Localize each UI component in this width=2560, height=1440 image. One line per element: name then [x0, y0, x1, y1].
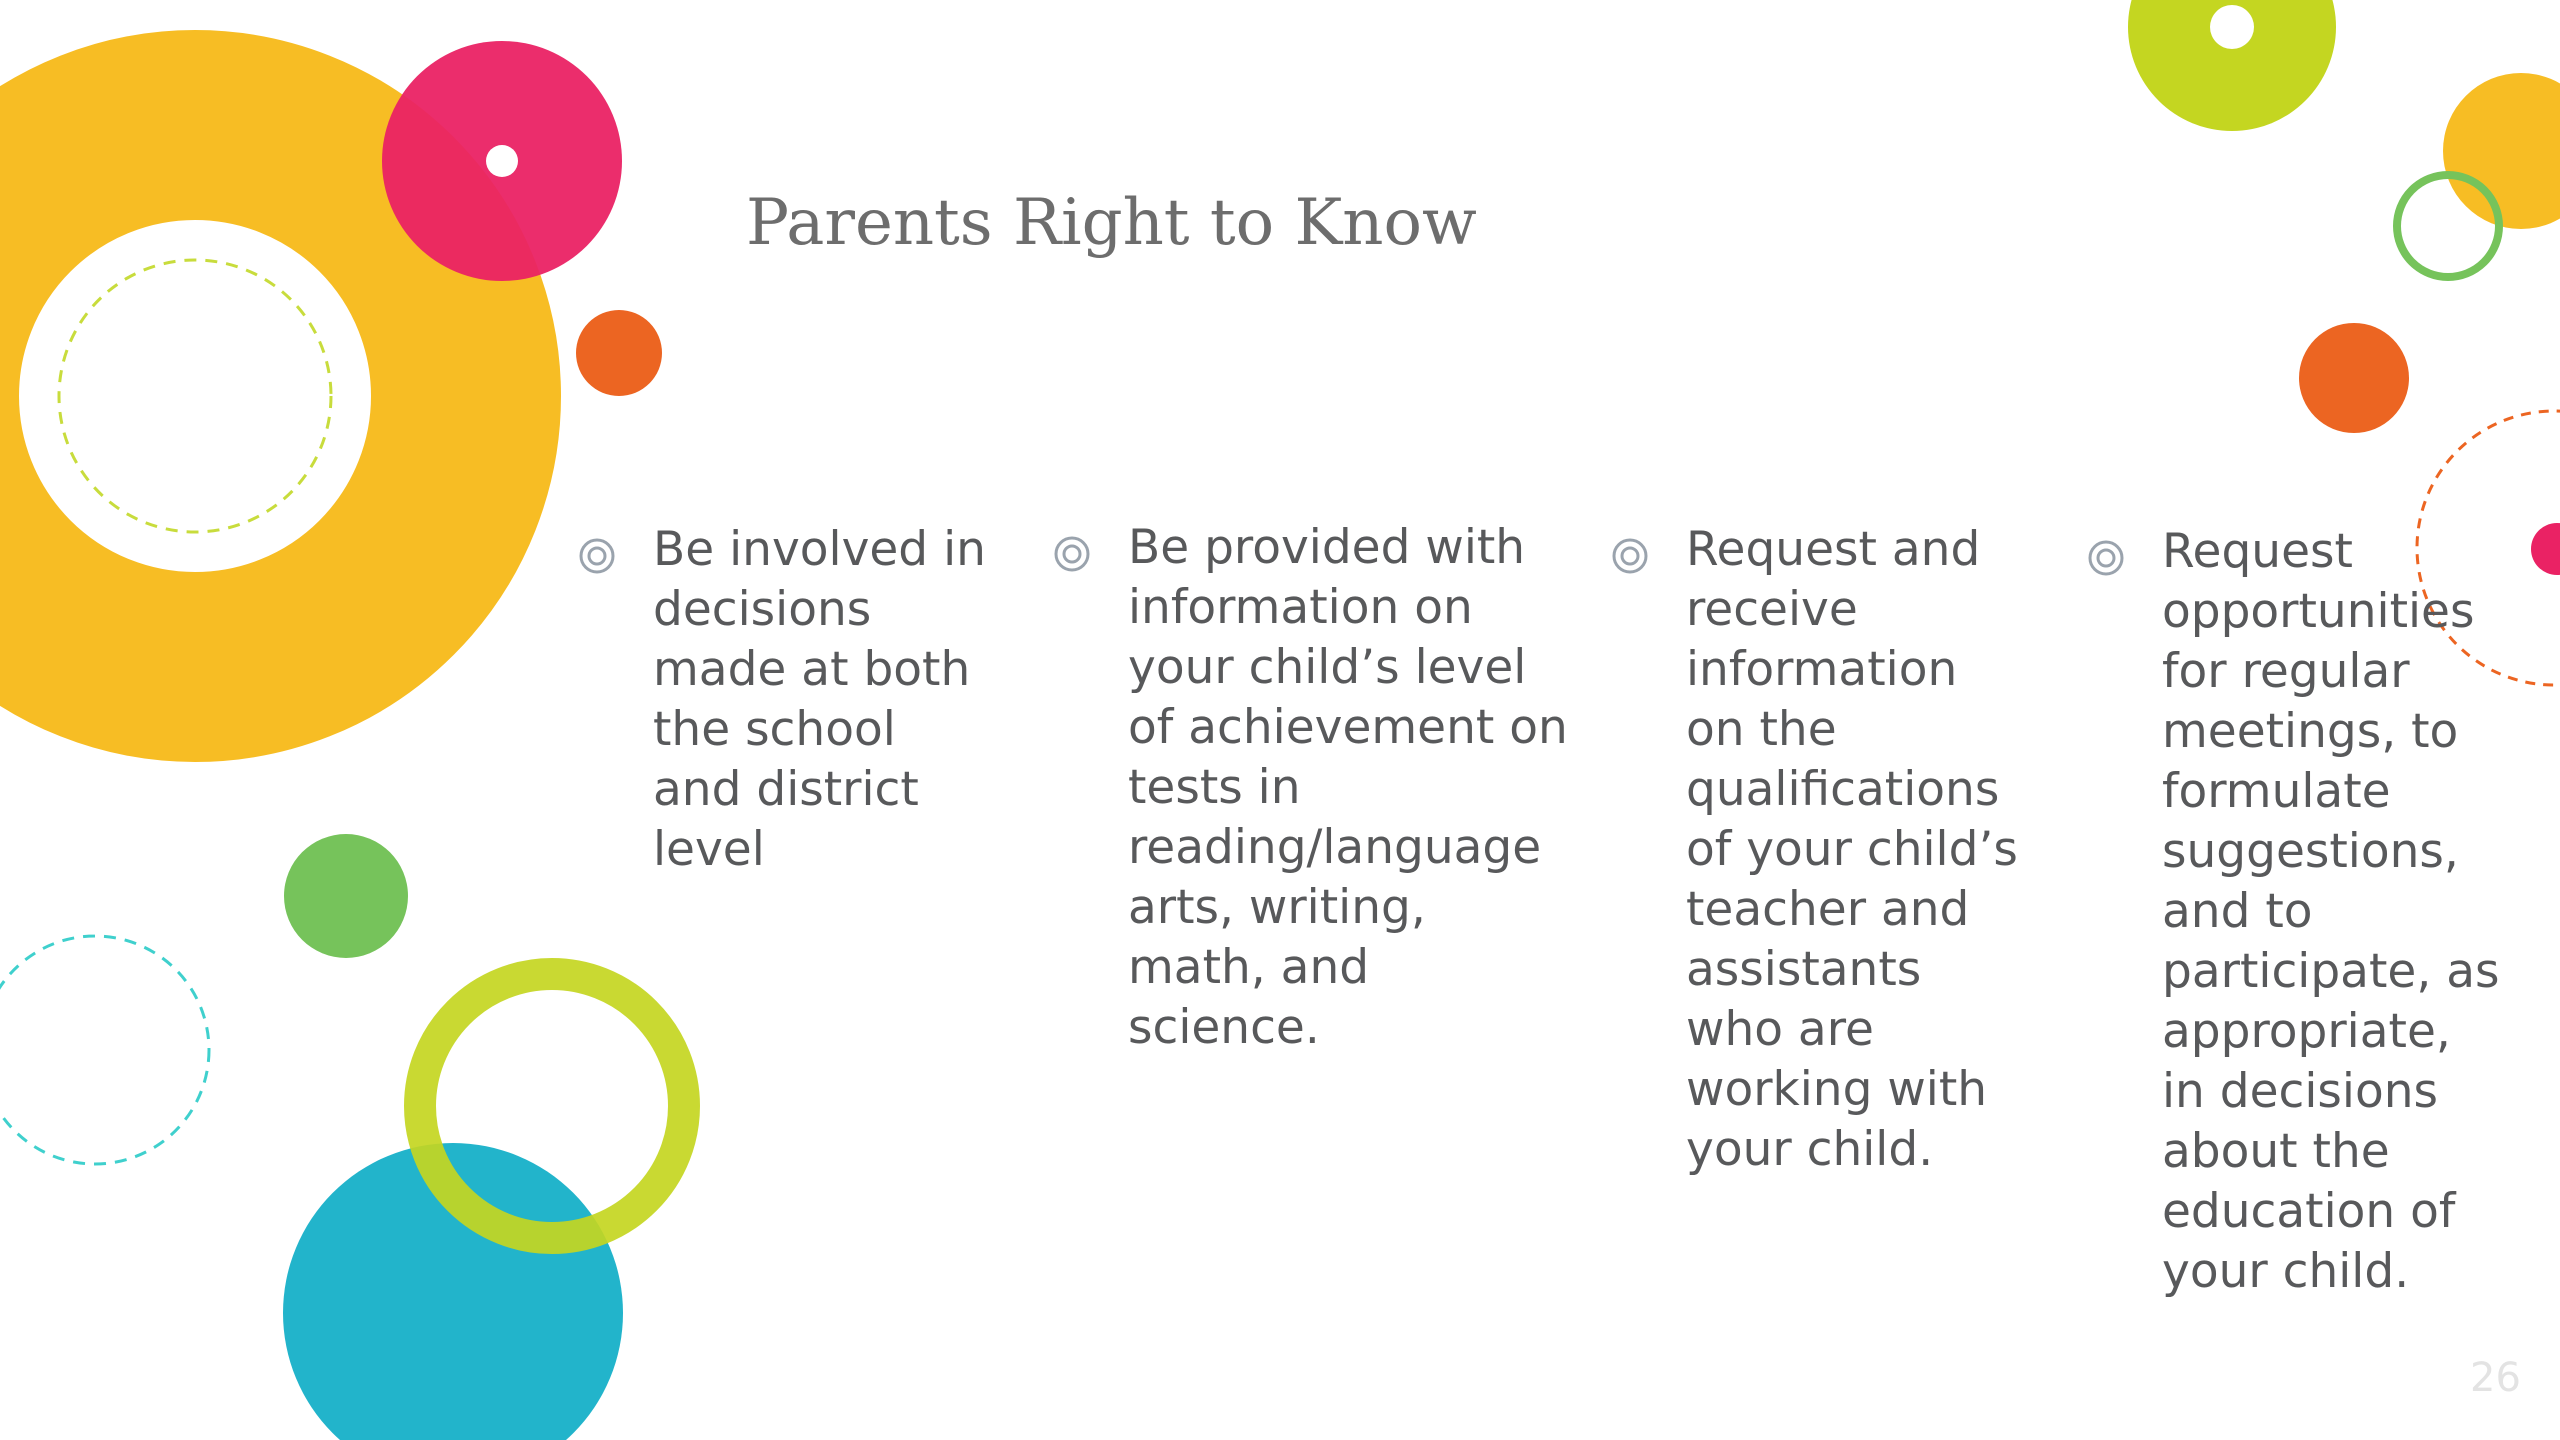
green-ring-right: [2397, 175, 2499, 277]
column-3: [1608, 520, 2018, 1180]
orange-circle-small: [576, 310, 662, 396]
slide-title: Parents Right to Know: [746, 186, 1477, 260]
column-2-text: Be provided with information on your child’s level of achievement on tests in reading/language arts, writing, math, and science.: [1128, 520, 1568, 1055]
orange-circle-right: [2299, 323, 2409, 433]
column-1: [575, 520, 986, 880]
column-1-text: Be involved in decisions made at both the school and district level: [653, 522, 986, 877]
column-4: [2084, 522, 2500, 1302]
dashed-teal-circle: [0, 936, 209, 1164]
bullet-icon: [1050, 518, 1128, 576]
green-circle-left: [284, 834, 408, 958]
page-number: 26: [2470, 1355, 2521, 1401]
dashed-lime-circle: [59, 260, 331, 532]
pink-dot-right: [2531, 523, 2560, 575]
column-3-text: Request and receive information on the qualifications of your child’s teacher and assistants who are working with your child.: [1686, 522, 2018, 1177]
column-4-text: Request opportunities for regular meetings, to formulate suggestions, and to participate, as appropriate, in decisions about the education of your child.: [2162, 524, 2500, 1299]
bullet-icon: [1608, 520, 1686, 578]
bullet-icon: [575, 520, 653, 578]
yellow-circle-right: [2443, 73, 2560, 229]
bullet-icon: [2084, 522, 2162, 580]
white-dot-lime: [2210, 5, 2254, 49]
white-dot-pink: [486, 145, 518, 177]
column-2: [1050, 518, 1568, 1058]
